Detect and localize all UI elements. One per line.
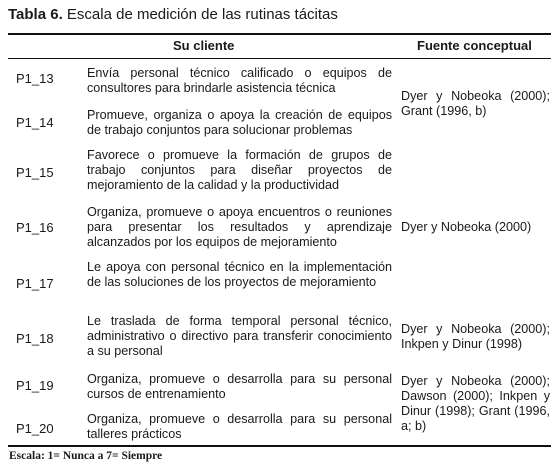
- row-code: P1_14: [16, 115, 54, 130]
- table-caption: Escala de medición de las rutinas tácitas: [62, 6, 338, 23]
- row-description: Le apoya con personal técnico en la implementación de las soluciones de los proyectos de mejoramiento: [87, 260, 392, 289]
- scale-note: Escala: 1= Nunca a 7= Siempre: [9, 450, 163, 462]
- row-code: P1_18: [16, 331, 54, 346]
- bottom-rule: [8, 445, 551, 447]
- row-code: P1_19: [16, 378, 54, 393]
- table-number: Tabla 6.: [8, 6, 63, 23]
- row-description: Envía personal técnico calificado o equipos de consultores para brindarle asistencia técnica: [87, 66, 392, 95]
- header-client: Su cliente: [173, 38, 235, 53]
- row-description: Le traslada de forma temporal personal técnico, administrativo o directivo para transferir conocimiento a su personal: [87, 314, 392, 358]
- header-rule: [8, 58, 551, 59]
- row-description: Promueve, organiza o apoya la creación de equipos de trabajo conjuntos para solucionar problemas: [87, 108, 392, 137]
- row-code: P1_20: [16, 421, 54, 436]
- row-code: P1_13: [16, 71, 54, 86]
- row-description: Organiza, promueve o desarrolla para su personal talleres prácticos: [87, 412, 392, 441]
- row-code: P1_17: [16, 276, 54, 291]
- source-citation: Dyer y Nobeoka (2000); Inkpen y Dinur (1998): [401, 322, 550, 351]
- row-description: Favorece o promueve la formación de grupos de trabajo conjuntos para diseñar proyectos de mejoramiento de la calidad y la productividad: [87, 148, 392, 192]
- source-citation: Dyer y Nobeoka (2000); Grant (1996, b): [401, 89, 550, 118]
- row-code: P1_15: [16, 165, 54, 180]
- top-rule: [8, 33, 551, 35]
- row-description: Organiza, promueve o apoya encuentros o reuniones para presentar los resultados y aprendizaje alcanzados por los equipos de mejoramiento: [87, 205, 392, 249]
- source-citation: Dyer y Nobeoka (2000): [401, 220, 532, 234]
- source-citation: Dyer y Nobeoka (2000); Dawson (2000); Inkpen y Dinur (1998); Grant (1996, a; b): [401, 374, 550, 433]
- table-title: [8, 6, 338, 23]
- row-description: Organiza, promueve o desarrolla para su personal cursos de entrenamiento: [87, 372, 392, 401]
- row-code: P1_16: [16, 220, 54, 235]
- header-source: Fuente conceptual: [417, 38, 532, 53]
